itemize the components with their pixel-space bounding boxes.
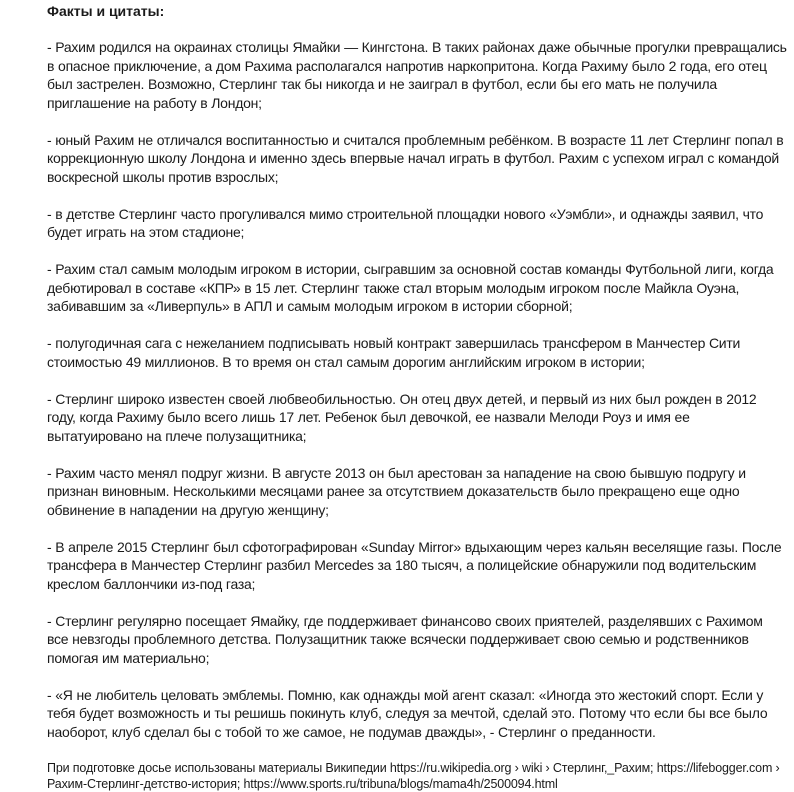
fact-paragraph-1: - Рахим родился на окраинах столицы Ямайки — Кингстона. В таких районах даже обычные прогулки превращались в опасное приключение, а дом Рахима располагался напротив наркопритона. Когда Рахиму было 2 года, его отец был застрелен. Возможно, Стерлинг так бы никогда и не заиграл в футбол, если бы его мать не получила приглашение на работу в Лондон; bbox=[47, 39, 787, 111]
fact-paragraph-3: - в детстве Стерлинг часто прогуливался мимо строительной площадки нового «Уэмбли», и однажды заявил, что будет играть на этом стадионе; bbox=[47, 205, 764, 240]
fact-paragraph-4: - Рахим стал самым молодым игроком в истории, сыгравшим за основной состав команды Футбольной лиги, когда дебютировал в составе «КПР» в 15 лет. Стерлинг также стал вторым молодым игроком после Майкла Оуэна, забивавшим за «Ливерпуль» в АПЛ и самым молодым игроком в истории сборной; bbox=[47, 261, 774, 314]
fact-paragraph-6: - Стерлинг широко известен своей любвеобильностью. Он отец двух детей, и первый из них был рожден в 2012 году, когда Рахиму было всего лишь 17 лет. Ребенок был девочкой, ее назвали Мелоди Роуз и имя ее вытатуировано на плече полузащитника; bbox=[47, 390, 757, 444]
fact-paragraph-2: - юный Рахим не отличался воспитанностью и считался проблемным ребёнком. В возрасте 11 лет Стерлинг попал в коррекционную школу Лондона и именно здесь впервые начал играть в футбол. Рахим с успехом играл с командой воскресной школы против взрослых; bbox=[47, 131, 784, 185]
quote-paragraph: - «Я не любитель целовать эмблемы. Помню, как однажды мой агент сказал: «Иногда это жестокий спорт. Если у тебя будет возможность и ты решишь покинуть клуб, следуя за мечтой, сделай это. Потому что если бы все было наоборот, клуб сделал бы с тобой то же самое, не подумав дважды», - Стерлинг о преданности. bbox=[47, 686, 768, 740]
section-heading: Факты и цитаты: bbox=[47, 3, 165, 19]
document-body bbox=[47, 2, 787, 792]
fact-paragraph-7: - Рахим часто менял подруг жизни. В августе 2013 он был арестован за нападение на свою бывшую подругу и признан виновным. Несколькими месяцами ранее за отсутствием доказательств было прекращено еще одно обвинение в нападении на другую женщину; bbox=[47, 464, 746, 518]
fact-paragraph-5: - полугодичная сага с нежеланием подписывать новый контракт завершилась трансфером в Манчестер Сити стоимостью 49 миллионов. В то время он стал самым дорогим английским игроком в истории; bbox=[47, 335, 741, 370]
fact-paragraph-9: - Стерлинг регулярно посещает Ямайку, где поддерживает финансово своих приятелей, разделявших с Рахимом все невзгоды проблемного детства. Полузащитник также всячески поддерживает свою семью и родственников помогая им материально; bbox=[47, 612, 763, 666]
fact-paragraph-8: - В апреле 2015 Стерлинг был сфотографирован «Sunday Mirror» вдыхающим через кальян веселящие газы. После трансфера в Манчестер Стерлинг разбил Mercedes за 180 тысяч, а полицейские обнаружили под водительским креслом баллончики из-под газа; bbox=[47, 538, 782, 592]
sources-footnote: При подготовке досье использованы материалы Википедии https://ru.wikipedia.org › wiki › Стерлинг,_Рахим; https://lifebogger.com › Рахим-Стерлинг-детство-история; https://www.sports.ru/tribuna/blogs/mama4h/2500094.html bbox=[47, 760, 780, 791]
